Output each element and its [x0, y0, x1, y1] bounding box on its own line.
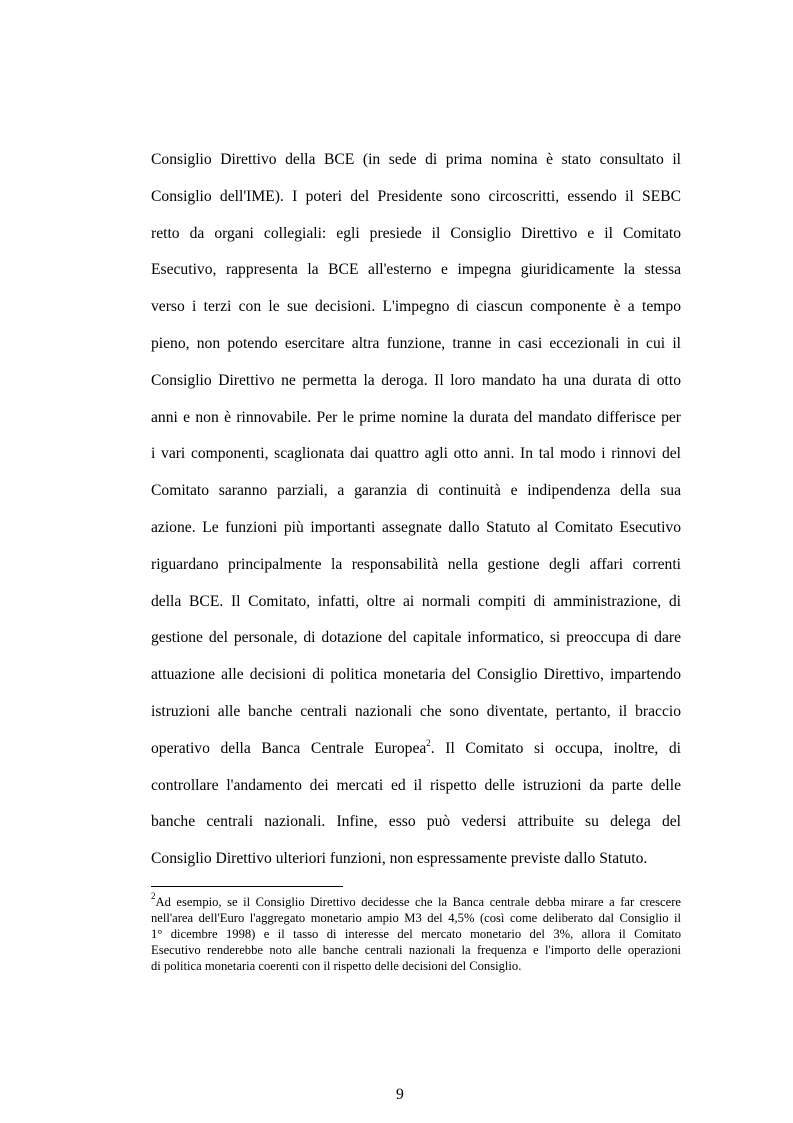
- footnote-line-2: nell'area dell'Euro l'aggregato monetario ampio M3 del 4,5% (così come deliberato dal Consiglio il: [151, 911, 681, 925]
- body-line-17-end: . Il Comitato si occupa, inoltre, di: [430, 740, 681, 757]
- body-line-11: azione. Le funzioni più importanti assegnate dallo Statuto al Comitato Esecutivo: [151, 519, 681, 536]
- body-line-10: Comitato saranno parziali, a garanzia di continuità e indipendenza della sua: [151, 482, 681, 499]
- footnote-reference[interactable]: 2: [426, 738, 431, 748]
- footnote-marker: 2: [151, 891, 156, 901]
- body-line-5: verso i terzi con le sue decisioni. L'impegno di ciascun componente è a tempo: [151, 298, 681, 315]
- body-line-19: banche centrali nazionali. Infine, esso può vedersi attribuite su delega del: [151, 813, 681, 830]
- body-line-15: attuazione alle decisioni di politica monetaria del Consiglio Direttivo, impartendo: [151, 666, 681, 683]
- body-line-13: della BCE. Il Comitato, infatti, oltre ai normali compiti di amministrazione, di: [151, 593, 681, 610]
- body-line-17: [151, 738, 681, 760]
- body-line-2: Consiglio dell'IME). I poteri del Presidente sono circoscritti, essendo il SEBC: [151, 188, 681, 205]
- footnote-line-1: [151, 891, 681, 910]
- body-line-18: controllare l'andamento dei mercati ed il rispetto delle istruzioni da parte delle: [151, 777, 681, 794]
- footnote-separator: [151, 886, 343, 887]
- body-line-12: riguardano principalmente la responsabilità nella gestione degli affari correnti: [151, 556, 681, 573]
- footnote-line-5: di politica monetaria coerenti con il rispetto delle decisioni del Consiglio.: [151, 959, 522, 973]
- body-line-16: istruzioni alle banche centrali nazionali che sono diventate, pertanto, il braccio: [151, 703, 681, 720]
- body-line-6: pieno, non potendo esercitare altra funzione, tranne in casi eccezionali in cui il: [151, 335, 681, 352]
- body-line-14: gestione del personale, di dotazione del capitale informatico, si preoccupa di dare: [151, 629, 681, 646]
- body-line-20: Consiglio Direttivo ulteriori funzioni, non espressamente previste dallo Statuto.: [151, 850, 648, 867]
- body-line-8: anni e non è rinnovabile. Per le prime nomine la durata del mandato differisce per: [151, 409, 681, 426]
- body-line-4: Esecutivo, rappresenta la BCE all'esterno e impegna giuridicamente la stessa: [151, 261, 681, 278]
- body-line-9: i vari componenti, scaglionata dai quattro agli otto anni. In tal modo i rinnovi del: [151, 445, 681, 462]
- footnote-line-1-text: Ad esempio, se il Consiglio Direttivo decidesse che la Banca centrale debba mirare a far crescere: [155, 895, 681, 909]
- page-number: 9: [396, 1086, 404, 1103]
- footnote-line-4: Esecutivo renderebbe noto alle banche centrali nazionali la frequenza e l'importo delle operazioni: [151, 943, 681, 957]
- body-line-1: Consiglio Direttivo della BCE (in sede di prima nomina è stato consultato il: [151, 151, 681, 168]
- body-line-17-start: operativo della Banca Centrale Europea: [151, 740, 427, 757]
- body-line-7: Consiglio Direttivo ne permetta la deroga. Il loro mandato ha una durata di otto: [151, 372, 681, 389]
- body-line-3: retto da organi collegiali: egli presiede il Consiglio Direttivo e il Comitato: [151, 225, 681, 242]
- footnote-line-3: 1° dicembre 1998) e il tasso di interesse del mercato monetario del 3%, allora il Comitato: [151, 927, 681, 941]
